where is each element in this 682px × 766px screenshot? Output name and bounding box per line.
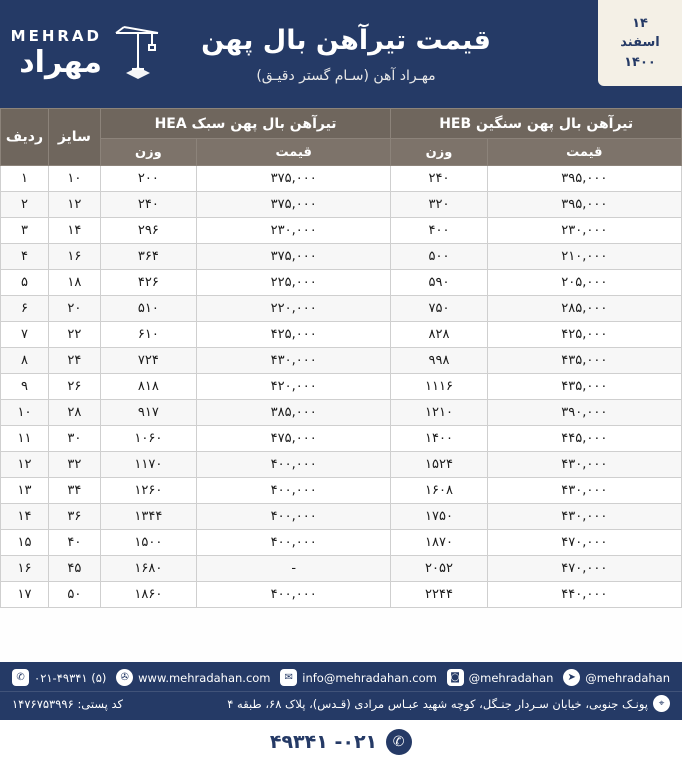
date-badge (598, 0, 682, 86)
cell-heb-price: ۲۰۵,۰۰۰ (487, 270, 681, 296)
cell-heb-weight: ۷۵۰ (391, 296, 487, 322)
phone-number-big: ۰۲۱- ۴۹۳۴۱ (269, 731, 378, 753)
cell-heb-weight: ۹۹۸ (391, 348, 487, 374)
cell-heb-weight: ۱۵۲۴ (391, 452, 487, 478)
cell-size: ۱۶ (48, 244, 100, 270)
footer-phone-top[interactable] (12, 669, 106, 686)
cell-row: ۱۴ (1, 504, 49, 530)
table-row (1, 556, 682, 582)
cell-hea-price: ۴۰۰,۰۰۰ (197, 478, 391, 504)
cell-heb-weight: ۴۰۰ (391, 218, 487, 244)
cell-hea-weight: ۷۲۴ (100, 348, 196, 374)
cell-size: ۱۸ (48, 270, 100, 296)
cell-heb-weight: ۳۲۰ (391, 192, 487, 218)
brand-logo (10, 10, 164, 96)
envelope-icon: ✉ (280, 669, 297, 686)
cell-row: ۱۲ (1, 452, 49, 478)
column-header-size: سایز (48, 109, 100, 166)
footer-instagram[interactable] (447, 669, 554, 686)
table-row (1, 426, 682, 452)
cell-heb-weight: ۱۷۵۰ (391, 504, 487, 530)
column-header-row: ردیف (1, 109, 49, 166)
date-day: ۱۴ (632, 15, 648, 31)
crane-icon (108, 23, 164, 83)
table-group-header-row (1, 109, 682, 139)
postal-code: ۱۴۷۶۷۵۳۹۹۶ (12, 696, 74, 711)
logo-latin: MEHRAD (10, 26, 102, 45)
cell-size: ۱۴ (48, 218, 100, 244)
column-header-hea-price: قیمت (197, 139, 391, 166)
cell-heb-weight: ۲۲۴۴ (391, 582, 487, 608)
title-block (161, 25, 521, 84)
location-pin-icon: ⌖ (653, 695, 670, 712)
cell-hea-weight: ۲۹۶ (100, 218, 196, 244)
cell-hea-price: ۴۷۵,۰۰۰ (197, 426, 391, 452)
cell-row: ۶ (1, 296, 49, 322)
table-row (1, 296, 682, 322)
logo-persian: مهراد (19, 44, 102, 80)
cell-row: ۱۵ (1, 530, 49, 556)
date-year: ۱۴۰۰ (624, 54, 656, 70)
cell-heb-weight: ۱۶۰۸ (391, 478, 487, 504)
cell-heb-price: ۳۹۰,۰۰۰ (487, 400, 681, 426)
table-head (1, 109, 682, 166)
cell-row: ۳ (1, 218, 49, 244)
cell-heb-price: ۳۹۵,۰۰۰ (487, 192, 681, 218)
group-header-hea: تیرآهن بال پهن سبک HEA (100, 109, 391, 139)
cell-size: ۲۲ (48, 322, 100, 348)
cell-size: ۲۸ (48, 400, 100, 426)
cell-row: ۲ (1, 192, 49, 218)
cell-hea-weight: ۲۴۰ (100, 192, 196, 218)
cell-heb-weight: ۱۲۱۰ (391, 400, 487, 426)
logo-text (10, 26, 102, 80)
price-table (0, 108, 682, 608)
cell-hea-weight: ۱۳۴۴ (100, 504, 196, 530)
table-row (1, 582, 682, 608)
cell-heb-weight: ۵۹۰ (391, 270, 487, 296)
cell-heb-price: ۴۳۰,۰۰۰ (487, 504, 681, 530)
cell-size: ۴۵ (48, 556, 100, 582)
cell-heb-price: ۲۸۵,۰۰۰ (487, 296, 681, 322)
cell-row: ۱۷ (1, 582, 49, 608)
cell-hea-weight: ۵۱۰ (100, 296, 196, 322)
cell-row: ۸ (1, 348, 49, 374)
cell-heb-price: ۳۹۵,۰۰۰ (487, 166, 681, 192)
cell-heb-price: ۴۷۰,۰۰۰ (487, 530, 681, 556)
cell-size: ۳۶ (48, 504, 100, 530)
cell-heb-weight: ۱۴۰۰ (391, 426, 487, 452)
table-row (1, 322, 682, 348)
cell-hea-price: ۳۷۵,۰۰۰ (197, 166, 391, 192)
cell-row: ۱۶ (1, 556, 49, 582)
footer-postal (12, 697, 123, 711)
footer-address-row (0, 691, 682, 720)
cell-hea-price: ۴۰۰,۰۰۰ (197, 504, 391, 530)
email-address: info@mehradahan.com (302, 670, 437, 685)
table-row (1, 374, 682, 400)
cell-size: ۲۴ (48, 348, 100, 374)
table-row (1, 400, 682, 426)
cell-hea-weight: ۱۶۸۰ (100, 556, 196, 582)
address-text: پونـک جنوبی، خیابان سـردار جنـگل، کوچه شهید عبـاس مرادی (قـدس)، پلاک ۶۸، طبقه ۴ (227, 696, 648, 711)
cell-size: ۱۰ (48, 166, 100, 192)
cell-hea-price: ۳۷۵,۰۰۰ (197, 192, 391, 218)
telegram-handle: @mehradahan (585, 670, 670, 685)
cell-size: ۲۰ (48, 296, 100, 322)
cell-hea-weight: ۶۱۰ (100, 322, 196, 348)
cell-hea-price: ۴۰۰,۰۰۰ (197, 530, 391, 556)
table-row (1, 192, 682, 218)
page-header (0, 0, 682, 108)
table-row (1, 270, 682, 296)
cell-heb-weight: ۲۰۵۲ (391, 556, 487, 582)
cell-hea-weight: ۴۲۶ (100, 270, 196, 296)
cell-heb-price: ۴۷۰,۰۰۰ (487, 556, 681, 582)
website-url: www.mehradahan.com (138, 670, 271, 685)
cell-size: ۳۴ (48, 478, 100, 504)
date-month: اسفند (620, 35, 660, 51)
cell-heb-price: ۲۳۰,۰۰۰ (487, 218, 681, 244)
cell-size: ۵۰ (48, 582, 100, 608)
cell-heb-price: ۴۳۰,۰۰۰ (487, 452, 681, 478)
cell-row: ۴ (1, 244, 49, 270)
table-row (1, 218, 682, 244)
cell-heb-price: ۴۳۰,۰۰۰ (487, 478, 681, 504)
cell-size: ۴۰ (48, 530, 100, 556)
cell-hea-weight: ۳۶۴ (100, 244, 196, 270)
cell-row: ۱۰ (1, 400, 49, 426)
cell-hea-price: ۳۷۵,۰۰۰ (197, 244, 391, 270)
cell-row: ۱۳ (1, 478, 49, 504)
cell-hea-price: ۲۳۰,۰۰۰ (197, 218, 391, 244)
footer-contacts (0, 662, 682, 691)
page-title: قیمت تیرآهن بال پهن (201, 24, 491, 56)
cell-heb-price: ۴۴۰,۰۰۰ (487, 582, 681, 608)
cell-heb-price: ۴۲۵,۰۰۰ (487, 322, 681, 348)
cell-hea-weight: ۱۱۷۰ (100, 452, 196, 478)
cell-hea-weight: ۱۲۶۰ (100, 478, 196, 504)
cell-heb-weight: ۵۰۰ (391, 244, 487, 270)
cell-heb-price: ۴۳۵,۰۰۰ (487, 348, 681, 374)
cell-heb-price: ۲۱۰,۰۰۰ (487, 244, 681, 270)
cell-row: ۹ (1, 374, 49, 400)
telegram-icon: ➤ (563, 669, 580, 686)
instagram-icon: ◙ (447, 669, 464, 686)
cell-hea-price: ۲۲۵,۰۰۰ (197, 270, 391, 296)
price-table-wrap (0, 108, 682, 662)
cell-hea-weight: ۱۵۰۰ (100, 530, 196, 556)
cell-heb-price: ۴۳۵,۰۰۰ (487, 374, 681, 400)
cell-hea-price: ۴۲۵,۰۰۰ (197, 322, 391, 348)
cell-hea-weight: ۹۱۷ (100, 400, 196, 426)
phone-icon: ✆ (12, 669, 29, 686)
table-column-header-row (1, 139, 682, 166)
footer-phone-banner[interactable] (0, 720, 682, 766)
table-row (1, 452, 682, 478)
group-header-heb: تیرآهن بال پهن سنگین HEB (391, 109, 682, 139)
table-row (1, 478, 682, 504)
table-row (1, 504, 682, 530)
cell-hea-price: ۲۲۰,۰۰۰ (197, 296, 391, 322)
cell-heb-weight: ۸۲۸ (391, 322, 487, 348)
cell-hea-price: ۴۰۰,۰۰۰ (197, 582, 391, 608)
table-row (1, 166, 682, 192)
cell-hea-weight: ۲۰۰ (100, 166, 196, 192)
phone-circle-icon: ✆ (386, 729, 412, 755)
cell-hea-weight: ۱۰۶۰ (100, 426, 196, 452)
phone-number-top: ۰۲۱-۴۹۳۴۱ (۵) (34, 670, 107, 685)
cell-size: ۱۲ (48, 192, 100, 218)
page-subtitle: مهـراد آهن (سـام گستر دقیـق) (256, 67, 436, 84)
cell-heb-weight: ۱۸۷۰ (391, 530, 487, 556)
postal-label: کد پستی: (77, 696, 123, 711)
table-row (1, 530, 682, 556)
cell-size: ۳۲ (48, 452, 100, 478)
column-header-heb-price: قیمت (487, 139, 681, 166)
instagram-handle: @mehradahan (468, 670, 554, 685)
cell-row: ۱۱ (1, 426, 49, 452)
cell-heb-price: ۴۴۵,۰۰۰ (487, 426, 681, 452)
globe-icon: ✇ (116, 669, 133, 686)
cell-hea-price: ۴۳۰,۰۰۰ (197, 348, 391, 374)
page-footer (0, 662, 682, 766)
table-row (1, 244, 682, 270)
footer-website[interactable] (116, 669, 270, 686)
footer-address (227, 695, 670, 712)
cell-hea-price: ۳۸۵,۰۰۰ (197, 400, 391, 426)
cell-hea-weight: ۸۱۸ (100, 374, 196, 400)
cell-hea-price: ۴۰۰,۰۰۰ (197, 452, 391, 478)
footer-email[interactable] (280, 669, 437, 686)
cell-hea-price: - (197, 556, 391, 582)
table-body (1, 166, 682, 608)
cell-hea-price: ۴۲۰,۰۰۰ (197, 374, 391, 400)
cell-heb-weight: ۱۱۱۶ (391, 374, 487, 400)
cell-size: ۲۶ (48, 374, 100, 400)
column-header-heb-weight: وزن (391, 139, 487, 166)
cell-size: ۳۰ (48, 426, 100, 452)
cell-row: ۷ (1, 322, 49, 348)
cell-row: ۱ (1, 166, 49, 192)
cell-hea-weight: ۱۸۶۰ (100, 582, 196, 608)
column-header-hea-weight: وزن (100, 139, 196, 166)
footer-telegram[interactable] (563, 669, 670, 686)
cell-heb-weight: ۲۴۰ (391, 166, 487, 192)
cell-row: ۵ (1, 270, 49, 296)
table-row (1, 348, 682, 374)
